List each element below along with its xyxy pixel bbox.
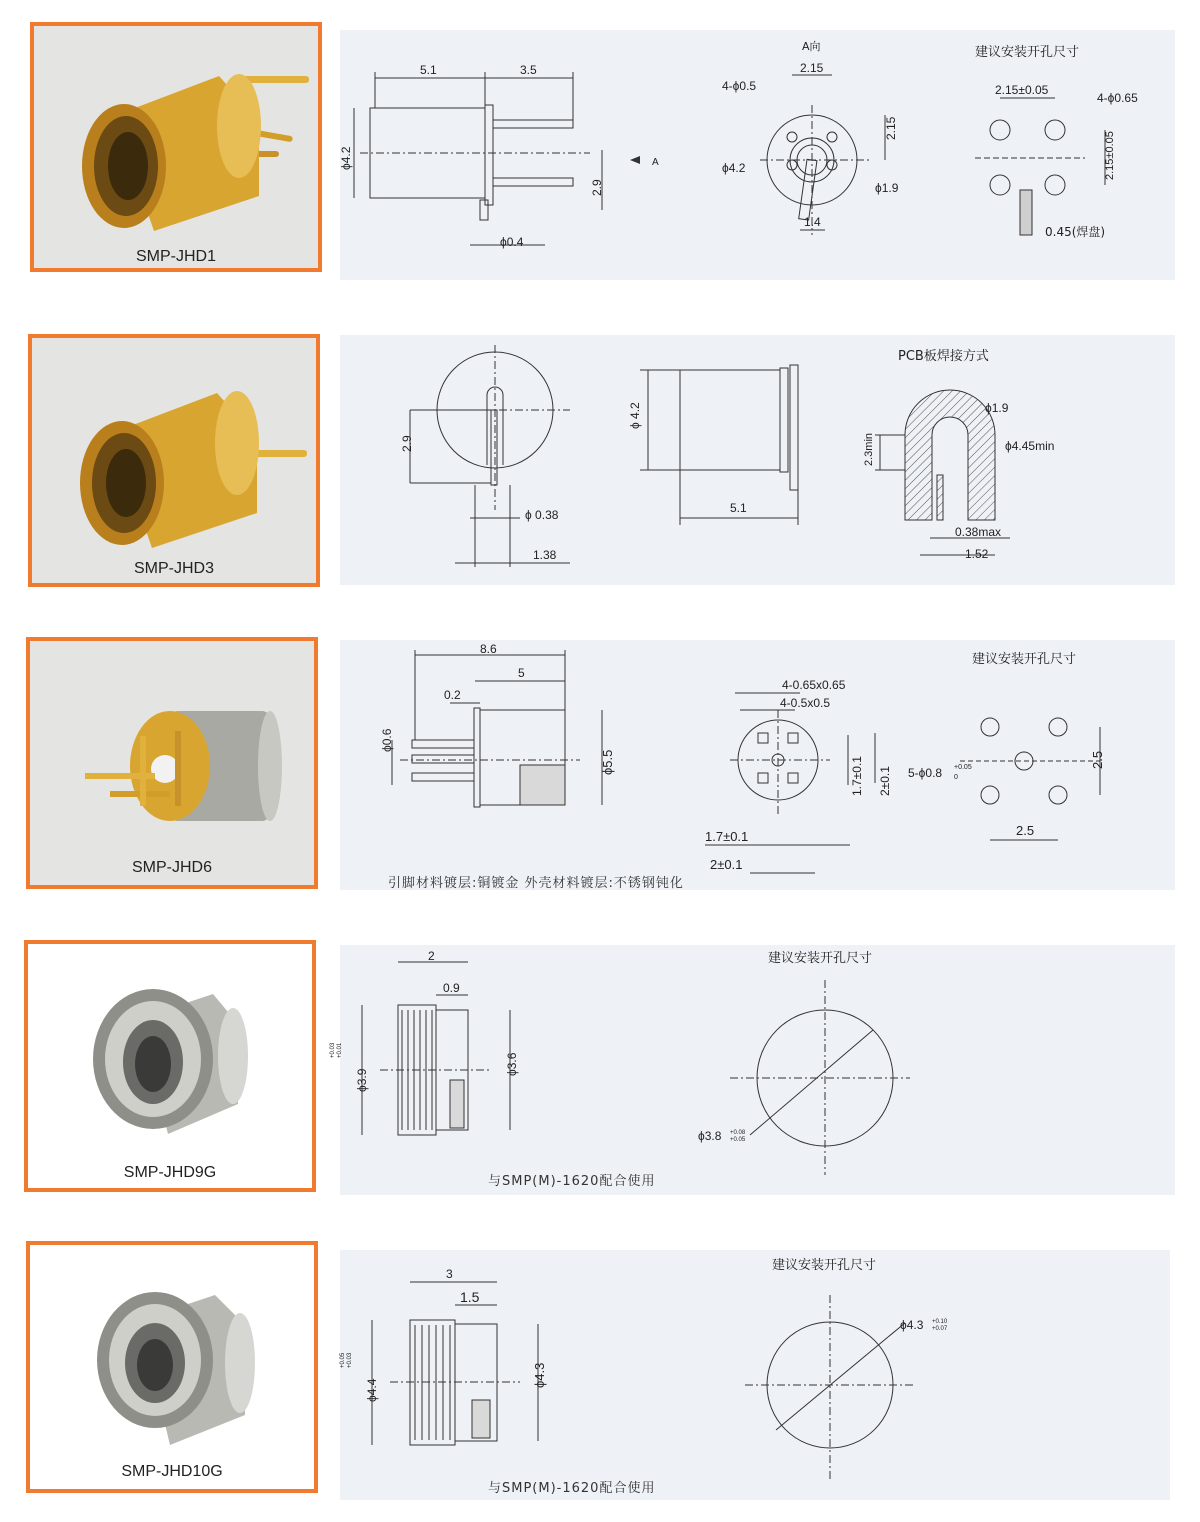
- connector-photo: [32, 338, 316, 583]
- dim-body-diameter: ϕ5.5: [600, 749, 615, 775]
- mating-note: 与SMP(M)-1620配合使用: [488, 1481, 656, 1496]
- dim-overall-length: 8.6: [480, 642, 497, 656]
- side-view-drawing: [340, 1260, 570, 1480]
- product-photo-frame: [26, 637, 318, 889]
- dim-pad-large: 4-0.65x0.65: [782, 678, 846, 692]
- dim-pad-small: 4-0.5x0.5: [780, 696, 831, 710]
- dim-flange-diameter: ϕ4.2: [722, 161, 746, 175]
- connector-photo: [30, 641, 314, 885]
- hole-diameter: ϕ3.8: [698, 1129, 722, 1143]
- mounting-hole-drawing: [690, 950, 950, 1190]
- mounting-hole-drawing: [710, 1255, 970, 1495]
- model-label: SMP-JHD1: [135, 248, 216, 265]
- dim-pin-height: 2.9: [590, 179, 604, 196]
- side-view-drawing: [340, 50, 640, 280]
- product-row-jhd1: [0, 0, 1200, 290]
- front-view-drawing: [700, 655, 900, 895]
- dim-knurl-tol-upper: +0.05: [340, 1352, 346, 1368]
- connector-photo: [30, 1245, 314, 1489]
- pad-width: 0.45(焊盘): [1045, 225, 1106, 239]
- pcb-solder-drawing: [850, 340, 1090, 580]
- material-note: 引脚材料镀层:铜镀金 外壳材料镀层:不锈钢钝化: [388, 876, 684, 891]
- hole-pitch-y: 2.5: [1090, 750, 1105, 769]
- hole-pitch-x: 2.5: [1016, 823, 1035, 838]
- hole-pattern-title: 建议安装开孔尺寸: [772, 1258, 877, 1273]
- model-label: SMP-JHD3: [133, 560, 214, 577]
- dim-knurl-diameter: ϕ4.4: [365, 1378, 379, 1402]
- connector-photo: [34, 26, 318, 268]
- hole-diameter-tol-upper: +0.05: [954, 764, 972, 771]
- end-view-drawing: [395, 335, 595, 585]
- view-direction-label: A: [652, 157, 659, 168]
- dim-pin-height: 2.9: [400, 435, 414, 452]
- model-label: SMP-JHD9G: [123, 1164, 217, 1181]
- view-direction-arrow: [630, 152, 670, 172]
- dim-vertical-pitch: 2.15: [884, 116, 898, 140]
- hole-tol-upper: +0.08: [730, 1130, 746, 1136]
- dim-knurl-tol-lower: +0.01: [337, 1042, 343, 1058]
- dim-pin-offset: 1.4: [804, 215, 821, 229]
- product-row-jhd6: [0, 625, 1200, 905]
- dim-length-body: 5.1: [420, 63, 437, 77]
- dim-pin-diameter: ϕ0.6: [380, 728, 394, 752]
- mounting-hole-drawing: [900, 645, 1130, 865]
- hole-diameter: 4-ϕ0.65: [1097, 91, 1138, 105]
- dim-pin-pitch-x: 2±0.1: [710, 857, 743, 872]
- pcb-outer-diameter: ϕ4.45min: [1005, 439, 1055, 453]
- view-a-title: A向: [802, 40, 821, 53]
- dim-body-diameter: ϕ4.3: [532, 1362, 547, 1388]
- front-view-drawing: [720, 40, 920, 240]
- pcb-pad-width: 1.52: [965, 547, 989, 561]
- pcb-inner-diameter: ϕ1.9: [985, 401, 1009, 415]
- dim-pin-pitch-y: 2±0.1: [878, 766, 892, 796]
- product-row-jhd10g: [0, 1235, 1200, 1520]
- dim-knurl-length: 1.5: [460, 1289, 480, 1305]
- dim-knurl-tol-upper: +0.03: [330, 1042, 336, 1058]
- side-view-drawing: [330, 949, 540, 1160]
- hole-tol-lower: +0.05: [730, 1137, 746, 1143]
- hole-pitch-y: 2.15±0.05: [1104, 131, 1116, 180]
- connector-photo: [28, 944, 312, 1188]
- hole-tol-lower: +0.07: [932, 1326, 948, 1332]
- pcb-min-depth: 2.3min: [863, 432, 875, 466]
- hole-pattern-title: 建议安装开孔尺寸: [768, 951, 873, 966]
- product-photo-frame: [30, 22, 322, 272]
- dim-body-length: 5: [518, 666, 525, 680]
- mounting-hole-drawing: [965, 40, 1175, 250]
- dim-overall-length: 2: [428, 949, 435, 963]
- dim-diameter: ϕ 4.2: [628, 402, 642, 429]
- dim-knurl-diameter: ϕ3.9: [355, 1068, 369, 1092]
- dim-body-diameter: ϕ3.6: [505, 1052, 519, 1076]
- hole-diameter-tol-lower: 0: [954, 774, 958, 781]
- pcb-method-title: PCB板焊接方式: [898, 349, 989, 364]
- dim-hole-count: 4-ϕ0.5: [722, 79, 757, 93]
- product-row-jhd9g: [0, 930, 1200, 1210]
- mating-note: 与SMP(M)-1620配合使用: [488, 1174, 656, 1189]
- dim-pin-diameter: ϕ 0.38: [525, 508, 559, 522]
- dim-knurl-tol-lower: +0.03: [347, 1352, 353, 1368]
- dim-overall-length: 3: [446, 1267, 453, 1281]
- dim-length: 5.1: [730, 501, 747, 515]
- dim-hole-pitch: 2.15: [800, 61, 824, 75]
- product-photo-frame: [24, 940, 316, 1192]
- hole-diameter: ϕ4.3: [900, 1318, 924, 1332]
- dim-flange-thickness: 0.2: [444, 688, 461, 702]
- model-label: SMP-JHD10G: [121, 1463, 223, 1480]
- hole-pattern-title: 建议安装开孔尺寸: [975, 45, 1080, 60]
- side-view-drawing: [620, 350, 820, 570]
- pcb-slot-width: 0.38max: [955, 525, 1002, 539]
- model-label: SMP-JHD6: [131, 859, 212, 876]
- dim-length-pin: 3.5: [520, 63, 537, 77]
- dim-inner-diameter: ϕ1.9: [875, 181, 899, 195]
- side-view-drawing: [370, 642, 630, 845]
- product-row-jhd3: [0, 320, 1200, 600]
- dim-diameter: ϕ4.2: [339, 146, 353, 170]
- product-photo-frame: [26, 1241, 318, 1493]
- hole-tol-upper: +0.10: [932, 1319, 948, 1325]
- dim-pad-pitch-y: 1.7±0.1: [850, 756, 864, 796]
- hole-pattern-title: 建议安装开孔尺寸: [972, 652, 1077, 667]
- dim-pin-diameter: ϕ0.4: [500, 235, 524, 249]
- hole-pitch-x: 2.15±0.05: [995, 83, 1049, 97]
- product-photo-frame: [28, 334, 320, 587]
- hole-diameter: 5-ϕ0.8: [908, 766, 943, 780]
- dim-knurl-length: 0.9: [443, 981, 460, 995]
- dim-pad-pitch-x: 1.7±0.1: [705, 829, 749, 844]
- dim-pin-offset: 1.38: [533, 548, 557, 562]
